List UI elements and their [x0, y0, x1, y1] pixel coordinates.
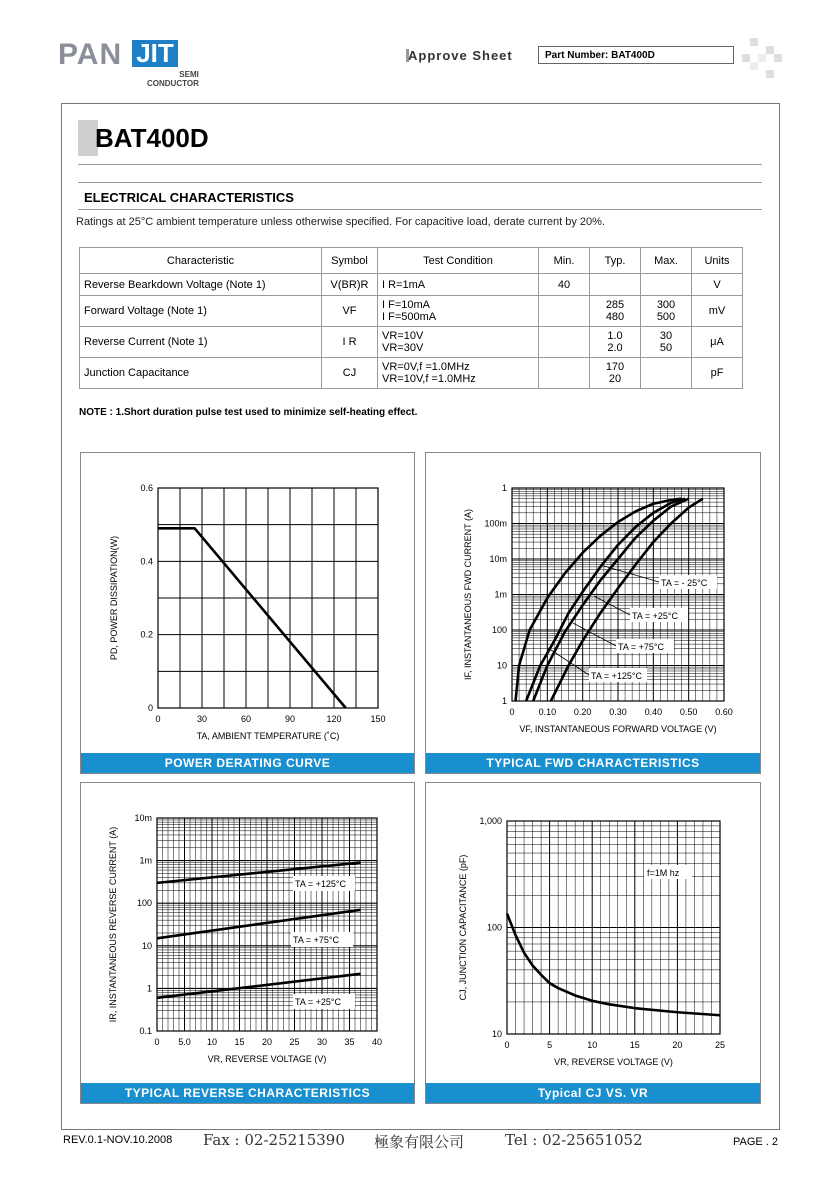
- table-cell: [641, 327, 692, 358]
- table-cell: pF: [692, 358, 743, 389]
- table-cell: CJ: [322, 358, 378, 389]
- x-tick-label: 35: [344, 1037, 355, 1047]
- table-header: Test Condition: [378, 248, 539, 274]
- cell-line: 20: [608, 373, 622, 385]
- company-name: 極象有限公司: [374, 1133, 465, 1151]
- table-cell: V: [692, 274, 743, 296]
- y-tick-label: 100: [136, 898, 152, 909]
- table-header: Symbol: [322, 248, 378, 274]
- x-tick-label: 30: [316, 1037, 328, 1047]
- y-tick-label: 1: [501, 696, 507, 706]
- note-text: NOTE : 1.Short duration pulse test used to minimize self-heating effect.: [79, 407, 418, 418]
- chart-panel-capacitance: [425, 782, 761, 1104]
- cell-line: 2.0: [607, 342, 623, 354]
- x-tick-label: 0.60: [715, 707, 733, 717]
- series-label: TA = +125°C: [295, 879, 346, 889]
- table-header: Typ.: [590, 248, 641, 274]
- x-axis-label: VF, INSTANTANEOUS FORWARD VOLTAGE (V): [519, 724, 717, 734]
- reverse-characteristics-chart: [81, 783, 414, 1083]
- x-tick-label: 5: [547, 1040, 553, 1050]
- table-header-row: [80, 248, 743, 274]
- x-tick-label: 0.50: [679, 707, 698, 717]
- y-axis-label: CJ, JUNCTION CAPACITANCE (pF): [458, 854, 468, 1001]
- x-tick-label: 20: [261, 1037, 273, 1047]
- x-tick-label: 40: [371, 1037, 383, 1047]
- y-tick-label: 10: [491, 1029, 502, 1039]
- table-header: Characteristic: [80, 248, 322, 274]
- x-axis-label: VR, REVERSE VOLTAGE (V): [554, 1057, 673, 1067]
- part-number-box: Part Number: BAT400D: [538, 46, 734, 64]
- cell-line: VR=30V: [382, 342, 424, 354]
- table-cell: I R=1mA: [378, 274, 539, 296]
- table-cell: Forward Voltage (Note 1): [80, 296, 322, 327]
- chart-caption: TYPICAL REVERSE CHARACTERISTICS: [81, 1083, 414, 1103]
- chart-panel-fwd: [425, 452, 761, 774]
- series-line: [158, 528, 346, 708]
- x-tick-label: 20: [672, 1040, 683, 1050]
- y-tick-label: 1m: [494, 589, 507, 600]
- approve-sheet-label: Approve Sheet: [408, 48, 513, 63]
- x-axis-label: TA, AMBIENT TEMPERATURE (˚C): [196, 731, 340, 741]
- table-cell: Reverse Bearkdown Voltage (Note 1): [80, 274, 322, 296]
- y-tick-label: 0.2: [140, 629, 153, 640]
- fax-text: Fax : 02-25215390: [203, 1131, 345, 1149]
- y-tick-label: 10m: [134, 813, 152, 823]
- table-cell: [590, 274, 641, 296]
- cell-line: 50: [659, 342, 673, 354]
- fwd-characteristics-chart: [426, 453, 760, 753]
- y-tick-label: 0: [147, 703, 153, 713]
- x-tick-label: 15: [629, 1040, 640, 1050]
- table-cell: I R: [322, 327, 378, 358]
- x-tick-label: 5.0: [178, 1037, 191, 1047]
- y-tick-label: 10: [496, 660, 507, 671]
- cell-line: 480: [605, 311, 625, 323]
- table-cell: VF: [322, 296, 378, 327]
- y-axis-label: PD, POWER DISSIPATION(W): [109, 535, 119, 661]
- table-cell: 40: [539, 274, 590, 296]
- x-tick-label: 0: [154, 1037, 160, 1047]
- chart-caption: Typical CJ VS. VR: [426, 1083, 760, 1103]
- checker-decoration: [742, 38, 782, 80]
- x-tick-label: 10: [206, 1037, 218, 1047]
- series-label: TA = +75°C: [293, 935, 339, 945]
- annotation-label: f=1M hz: [647, 868, 680, 878]
- x-tick-label: 120: [326, 714, 342, 724]
- chart-caption: TYPICAL FWD CHARACTERISTICS: [426, 753, 760, 773]
- table-cell: [590, 327, 641, 358]
- cell-line: 285: [605, 299, 625, 311]
- x-tick-label: 25: [714, 1040, 726, 1050]
- series-label: TA = +25°C: [632, 611, 678, 621]
- table-cell: [641, 296, 692, 327]
- cell-line: I F=10mA: [382, 299, 430, 311]
- page-number: PAGE . 2: [733, 1136, 779, 1148]
- y-tick-label: 1: [146, 983, 152, 994]
- x-tick-label: 60: [240, 714, 252, 724]
- chart-caption: POWER DERATING CURVE: [81, 753, 414, 773]
- cell-line: I F=500mA: [382, 311, 437, 323]
- series-label: TA = +75°C: [618, 642, 664, 652]
- logo-jit: JIT: [132, 40, 178, 67]
- y-tick-label: 100: [486, 922, 502, 933]
- logo-semiconductor: [147, 70, 199, 88]
- x-tick-label: 15: [234, 1037, 245, 1047]
- table-cell: [539, 296, 590, 327]
- chart-panel-reverse: [80, 782, 415, 1104]
- x-tick-label: 25: [289, 1037, 300, 1047]
- y-tick-label: 100: [491, 625, 507, 635]
- x-tick-label: 0: [155, 714, 161, 724]
- divider: [78, 164, 762, 165]
- tel-text: Tel : 02-25651052: [505, 1131, 643, 1149]
- series-label: TA = +25°C: [295, 997, 341, 1007]
- cell-line: VR=0V,f =1.0MHz: [382, 361, 470, 373]
- table-cell: [378, 358, 539, 389]
- y-axis-label: IR, INSTANTANEOUS REVERSE CURRENT (A): [108, 826, 118, 1023]
- y-tick-label: 10: [141, 940, 152, 951]
- table-cell: [590, 296, 641, 327]
- logo-conductor-text: CONDUCTOR: [147, 79, 199, 88]
- ratings-text: Ratings at 25°C ambient temperature unless otherwise specified. For capacitive load, derate current by 20%.: [76, 216, 606, 228]
- logo-pan: PAN: [58, 38, 123, 71]
- table-cell: [539, 358, 590, 389]
- table-cell: μA: [692, 327, 743, 358]
- x-tick-label: 30: [196, 714, 208, 724]
- cell-line: 30: [659, 330, 673, 342]
- x-tick-label: 0.40: [644, 707, 663, 717]
- y-tick-label: 1: [501, 483, 507, 493]
- leader-line: [573, 623, 616, 646]
- y-tick-label: 10m: [489, 554, 507, 564]
- power-derating-chart: [81, 453, 414, 753]
- table-cell: [641, 358, 692, 389]
- x-tick-label: 150: [370, 714, 386, 724]
- x-tick-label: 0.10: [538, 707, 557, 717]
- spec-table: [79, 247, 743, 389]
- table-header: Units: [692, 248, 743, 274]
- x-tick-label: 0: [509, 707, 515, 717]
- y-tick-label: 0.6: [140, 483, 153, 493]
- x-tick-label: 0.20: [573, 707, 592, 717]
- cell-line: VR=10V: [382, 330, 424, 342]
- cell-line: 170: [605, 361, 625, 373]
- divider: [78, 209, 762, 210]
- series-label: TA = +125°C: [591, 671, 642, 681]
- series-label: TA = - 25°C: [661, 578, 708, 588]
- x-axis-label: VR, REVERSE VOLTAGE (V): [207, 1054, 327, 1064]
- cell-line: 1.0: [607, 330, 623, 342]
- table-cell: mV: [692, 296, 743, 327]
- table-cell: [590, 358, 641, 389]
- cell-line: 500: [656, 311, 676, 323]
- y-tick-label: 1,000: [479, 816, 502, 826]
- divider: [78, 182, 762, 183]
- cell-line: VR=10V,f =1.0MHz: [382, 373, 476, 385]
- table-cell: [378, 296, 539, 327]
- page-title: BAT400D: [95, 123, 209, 153]
- cell-line: 300: [656, 299, 676, 311]
- revision-text: REV.0.1-NOV.10.2008: [63, 1134, 173, 1146]
- section-title: ELECTRICAL CHARACTERISTICS: [84, 190, 294, 205]
- table-cell: [539, 327, 590, 358]
- y-axis-label: IF, INSTANTANEOUS FWD CURRENT (A): [463, 509, 473, 680]
- table-cell: [641, 274, 692, 296]
- y-tick-label: 0.1: [139, 1026, 152, 1036]
- series-line: [507, 914, 720, 1016]
- table-header: Max.: [641, 248, 692, 274]
- table-row: [80, 327, 743, 358]
- table-header: Min.: [539, 248, 590, 274]
- chart-panel-power-derating: [80, 452, 415, 774]
- logo-semi-text: SEMI: [179, 70, 199, 79]
- x-tick-label: 90: [284, 714, 296, 724]
- x-tick-label: 0: [504, 1040, 510, 1050]
- table-cell: Junction Capacitance: [80, 358, 322, 389]
- y-tick-label: 1m: [139, 855, 152, 866]
- table-row: [80, 296, 743, 327]
- y-tick-label: 100m: [484, 518, 507, 529]
- x-tick-label: 0.30: [609, 707, 627, 717]
- table-row: [80, 358, 743, 389]
- capacitance-chart: [426, 783, 760, 1083]
- table-cell: V(BR)R: [322, 274, 378, 296]
- table-row: [80, 274, 743, 296]
- x-tick-label: 10: [587, 1040, 598, 1050]
- table-cell: Reverse Current (Note 1): [80, 327, 322, 358]
- table-cell: [378, 327, 539, 358]
- y-tick-label: 0.4: [140, 556, 153, 567]
